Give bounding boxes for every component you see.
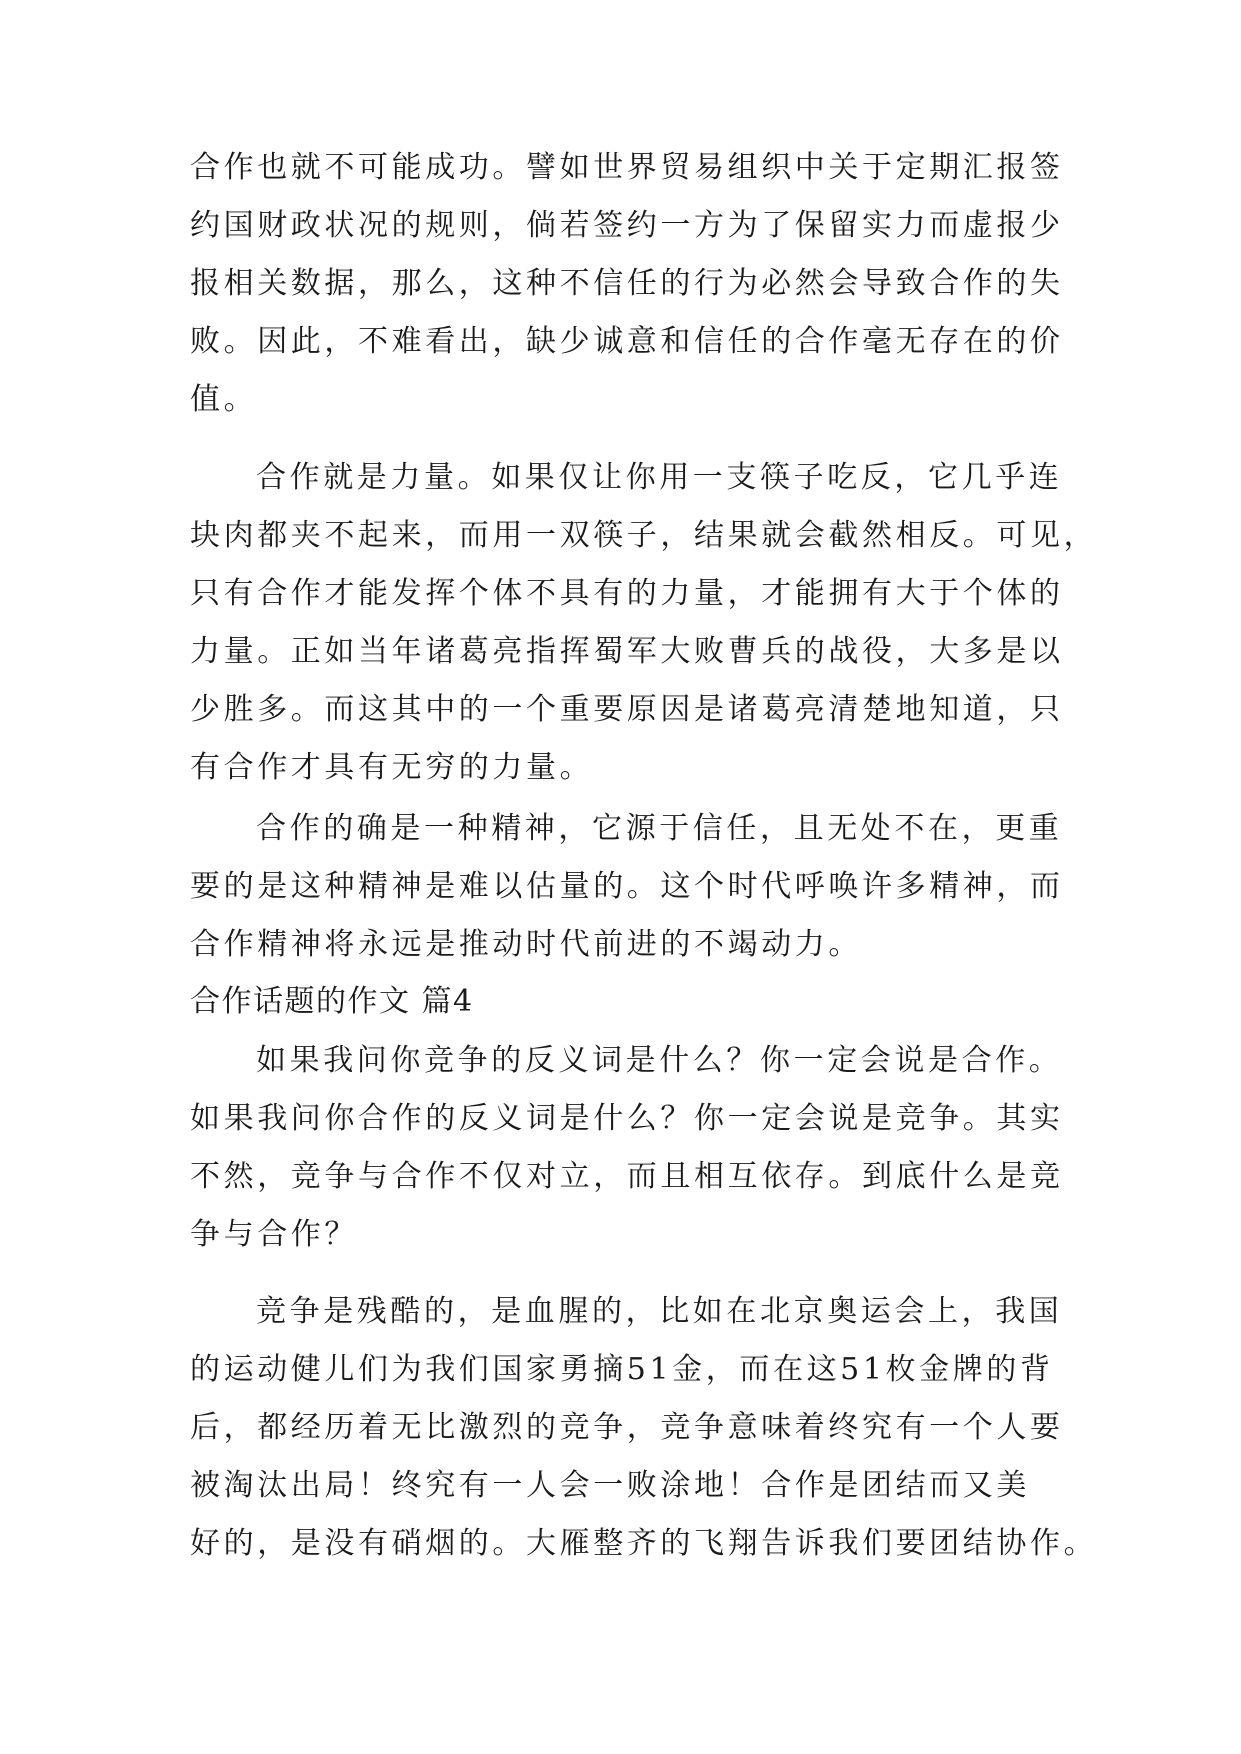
text-line: 被淘汰出局！终究有一人会一败涂地！合作是团结而又美: [190, 1468, 1030, 1503]
paragraph-first-line: 合作的确是一种精神，它源于信任，且无处不在，更重: [256, 811, 1063, 846]
text-line: 报相关数据，那么，这种不信任的行为必然会导致合作的失: [190, 266, 1064, 301]
text-line: 争与合作？: [190, 1217, 358, 1252]
text-line: 不然，竞争与合作不仅对立，而且相互依存。到底什么是竞: [190, 1159, 1064, 1194]
paragraph-first-line: 竞争是残酷的，是血腥的，比如在北京奥运会上，我国: [256, 1294, 1063, 1329]
text-line: 的运动健儿们为我们国家勇摘51金，而在这51枚金牌的背: [190, 1352, 1054, 1387]
text-line: 约国财政状况的规则，倘若签约一方为了保留实力而虚报少: [190, 208, 1064, 243]
text-line: 少胜多。而这其中的一个重要原因是诸葛亮清楚地知道，只: [190, 692, 1064, 727]
paragraph-first-line: 合作就是力量。如果仅让你用一支筷子吃反，它几乎连: [256, 460, 1063, 495]
text-line: 有合作才具有无穷的力量。: [190, 750, 594, 785]
text-line: 合作也就不可能成功。譬如世界贸易组织中关于定期汇报签: [190, 150, 1064, 185]
section-heading: 合作话题的作文 篇4: [190, 984, 474, 1019]
text-line: 好的，是没有硝烟的。大雁整齐的飞翔告诉我们要团结协作。: [190, 1526, 1098, 1561]
text-line: 值。: [190, 382, 258, 417]
text-line: 只有合作才能发挥个体不具有的力量，才能拥有大于个体的: [190, 576, 1064, 611]
paragraph-first-line: 如果我问你竞争的反义词是什么？你一定会说是合作。: [256, 1043, 1063, 1078]
text-line: 后，都经历着无比激烈的竞争，竞争意味着终究有一个人要: [190, 1410, 1064, 1445]
text-line: 如果我问你合作的反义词是什么？你一定会说是竞争。其实: [190, 1101, 1064, 1136]
text-line: 块肉都夹不起来，而用一双筷子，结果就会截然相反。可见，: [190, 518, 1098, 553]
text-line: 要的是这种精神是难以估量的。这个时代呼唤许多精神，而: [190, 869, 1064, 904]
text-line: 力量。正如当年诸葛亮指挥蜀军大败曹兵的战役，大多是以: [190, 634, 1064, 669]
text-line: 败。因此，不难看出，缺少诚意和信任的合作毫无存在的价: [190, 324, 1064, 359]
text-line: 合作精神将永远是推动时代前进的不竭动力。: [190, 927, 862, 962]
